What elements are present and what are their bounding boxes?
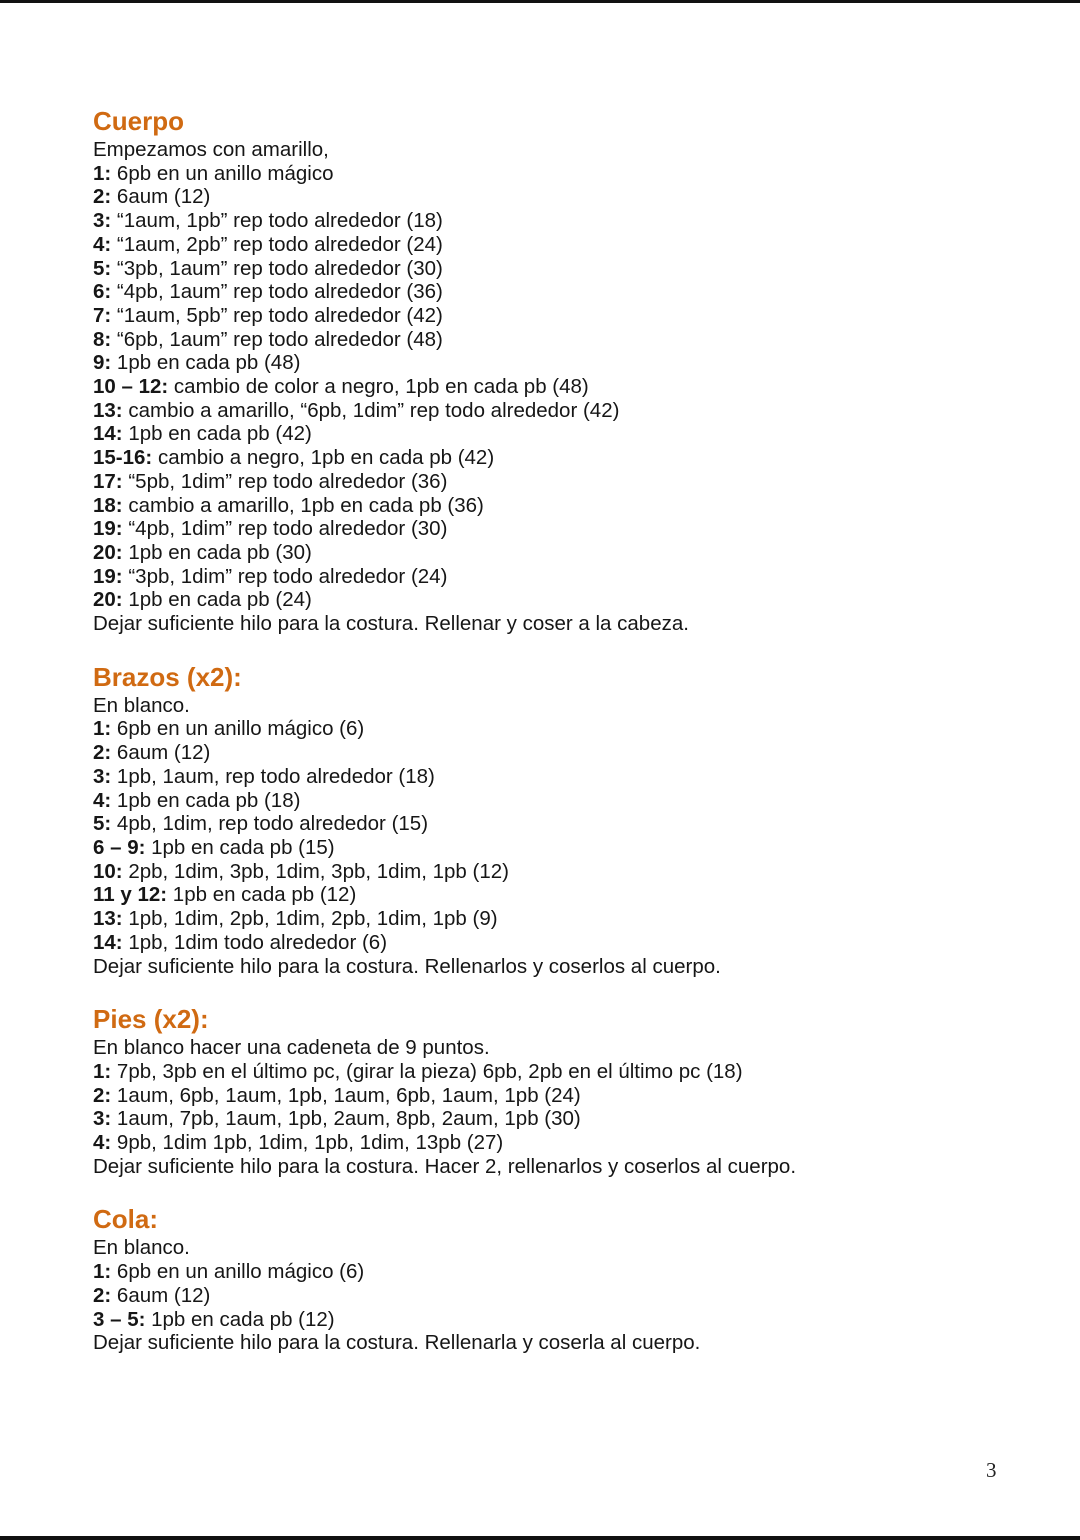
pattern-step [93, 741, 1033, 765]
pattern-step [93, 257, 1033, 281]
step-number: 10 – 12: [93, 375, 169, 399]
step-text: “1aum, 2pb” rep todo alrededor (24) [111, 232, 443, 256]
pattern-step [93, 185, 1033, 209]
step-text: 1pb en cada pb (48) [111, 351, 301, 375]
instruction-text [93, 1155, 1033, 1179]
step-number: 5: [93, 256, 112, 280]
step-number: 3: [93, 1107, 112, 1131]
step-number: 13: [93, 398, 123, 422]
pattern-step [93, 1260, 1033, 1284]
step-text: “4pb, 1aum” rep todo alrededor (36) [111, 280, 443, 304]
document-body [93, 104, 1033, 1379]
pattern-step [93, 162, 1033, 186]
step-number: 1: [93, 717, 112, 741]
instruction-text [93, 1331, 1033, 1355]
page-number: 3 [986, 1458, 997, 1482]
step-text: 1pb en cada pb (30) [122, 540, 312, 564]
step-text: “1aum, 5pb” rep todo alrededor (42) [111, 303, 443, 327]
step-text: “5pb, 1dim” rep todo alrededor (36) [122, 469, 448, 493]
step-text: Dejar suficiente hilo para la costura. Hacer 2, rellenarlos y coserlos al cuerpo. [93, 1154, 797, 1178]
step-number: 3 – 5: [93, 1307, 146, 1331]
pattern-step [93, 1084, 1033, 1108]
step-text: 1pb en cada pb (12) [145, 1307, 335, 1331]
section-title: Pies (x2): [93, 1004, 209, 1035]
step-number: 2: [93, 1083, 112, 1107]
step-number: 2: [93, 1283, 112, 1307]
step-text: 1pb en cada pb (18) [111, 788, 301, 812]
pattern-step [93, 812, 1033, 836]
pattern-step [93, 588, 1033, 612]
section-title: Cola: [93, 1204, 158, 1235]
step-number: 20: [93, 540, 123, 564]
step-number: 10: [93, 859, 123, 883]
pattern-step [93, 375, 1033, 399]
step-text: “1aum, 1pb” rep todo alrededor (18) [111, 209, 443, 233]
pattern-step [93, 209, 1033, 233]
pattern-step [93, 907, 1033, 931]
step-text: Dejar suficiente hilo para la costura. Rellenar y coser a la cabeza. [93, 612, 689, 636]
step-text: 6pb en un anillo mágico [111, 161, 334, 185]
pattern-step [93, 1284, 1033, 1308]
step-number: 1: [93, 1260, 112, 1284]
pattern-step [93, 565, 1033, 589]
step-text: Dejar suficiente hilo para la costura. Rellenarla y coserla al cuerpo. [93, 1331, 701, 1355]
step-number: 9: [93, 351, 112, 375]
pattern-step [93, 765, 1033, 789]
step-text: cambio a amarillo, “6pb, 1dim” rep todo alrededor (42) [122, 398, 620, 422]
step-text: cambio a negro, 1pb en cada pb (42) [152, 446, 495, 470]
step-text: Dejar suficiente hilo para la costura. Rellenarlos y coserlos al cuerpo. [93, 954, 721, 978]
pattern-step [93, 1308, 1033, 1332]
step-text: 2pb, 1dim, 3pb, 1dim, 3pb, 1dim, 1pb (12) [122, 859, 509, 883]
instruction-text [93, 612, 1033, 636]
step-text: “6pb, 1aum” rep todo alrededor (48) [111, 327, 443, 351]
pattern-step [93, 517, 1033, 541]
step-number: 2: [93, 185, 112, 209]
step-text: 1pb en cada pb (42) [122, 422, 312, 446]
step-text: En blanco. [93, 1236, 190, 1260]
step-number: 17: [93, 469, 123, 493]
step-text: 1pb, 1aum, rep todo alrededor (18) [111, 764, 435, 788]
step-text: 4pb, 1dim, rep todo alrededor (15) [111, 812, 429, 836]
step-text: 6aum (12) [111, 741, 211, 765]
step-number: 14: [93, 930, 123, 954]
step-text: 6aum (12) [111, 185, 211, 209]
step-text: 9pb, 1dim 1pb, 1dim, 1pb, 1dim, 13pb (27) [111, 1131, 504, 1155]
step-text: 1pb en cada pb (12) [167, 883, 357, 907]
step-number: 4: [93, 788, 112, 812]
step-text: 6pb en un anillo mágico (6) [111, 1260, 365, 1284]
pattern-section [93, 104, 1033, 636]
section-title: Cuerpo [93, 106, 184, 136]
pattern-step [93, 351, 1033, 375]
pattern-step [93, 422, 1033, 446]
instruction-text [93, 955, 1033, 979]
step-number: 1: [93, 161, 112, 185]
pattern-step [93, 280, 1033, 304]
step-number: 3: [93, 764, 112, 788]
top-border [0, 0, 1080, 3]
step-number: 1: [93, 1059, 112, 1083]
pattern-step [93, 470, 1033, 494]
step-number: 4: [93, 232, 112, 256]
pattern-step [93, 494, 1033, 518]
pattern-step [93, 541, 1033, 565]
step-text: 1pb, 1dim todo alrededor (6) [122, 930, 388, 954]
pattern-step [93, 883, 1033, 907]
instruction-text [93, 138, 1033, 162]
step-number: 13: [93, 907, 123, 931]
pattern-step [93, 1131, 1033, 1155]
step-number: 5: [93, 812, 112, 836]
pattern-step [93, 233, 1033, 257]
step-text: cambio de color a negro, 1pb en cada pb (48) [168, 375, 589, 399]
pattern-step [93, 1107, 1033, 1131]
step-text: “4pb, 1dim” rep todo alrededor (30) [122, 517, 448, 541]
step-text: 6pb en un anillo mágico (6) [111, 717, 365, 741]
pattern-section [93, 1002, 1033, 1178]
instruction-text [93, 694, 1033, 718]
step-number: 15-16: [93, 446, 153, 470]
step-number: 19: [93, 564, 123, 588]
step-number: 6 – 9: [93, 835, 146, 859]
step-text: “3pb, 1dim” rep todo alrededor (24) [122, 564, 448, 588]
step-text: 1aum, 6pb, 1aum, 1pb, 1aum, 6pb, 1aum, 1pb (24) [111, 1083, 581, 1107]
pattern-step [93, 446, 1033, 470]
step-number: 14: [93, 422, 123, 446]
pattern-step [93, 304, 1033, 328]
step-text: En blanco hacer una cadeneta de 9 puntos. [93, 1036, 490, 1060]
pattern-step [93, 399, 1033, 423]
section-title: Brazos (x2): [93, 661, 242, 692]
step-number: 6: [93, 280, 112, 304]
instruction-text [93, 1036, 1033, 1060]
step-number: 4: [93, 1131, 112, 1155]
pattern-step [93, 328, 1033, 352]
pattern-step [93, 1060, 1033, 1084]
step-text: cambio a amarillo, 1pb en cada pb (36) [122, 493, 484, 517]
step-text: 1pb en cada pb (15) [145, 835, 335, 859]
step-text: 7pb, 3pb en el último pc, (girar la pieza) 6pb, 2pb en el último pc (18) [111, 1059, 743, 1083]
step-number: 11 y 12: [93, 883, 168, 907]
step-number: 3: [93, 209, 112, 233]
step-text: 1pb en cada pb (24) [122, 588, 312, 612]
pattern-step [93, 836, 1033, 860]
pattern-section [93, 660, 1033, 978]
pattern-step [93, 860, 1033, 884]
step-text: “3pb, 1aum” rep todo alrededor (30) [111, 256, 443, 280]
bottom-border [0, 1536, 1080, 1540]
step-number: 18: [93, 493, 123, 517]
instruction-text [93, 1236, 1033, 1260]
pattern-section [93, 1202, 1033, 1355]
step-text: 6aum (12) [111, 1283, 211, 1307]
step-text: Empezamos con amarillo, [93, 138, 329, 161]
step-text: En blanco. [93, 693, 190, 717]
step-number: 8: [93, 327, 112, 351]
step-number: 19: [93, 517, 123, 541]
step-text: 1pb, 1dim, 2pb, 1dim, 2pb, 1dim, 1pb (9) [122, 907, 498, 931]
step-text: 1aum, 7pb, 1aum, 1pb, 2aum, 8pb, 2aum, 1pb (30) [111, 1107, 581, 1131]
step-number: 2: [93, 741, 112, 765]
pattern-step [93, 789, 1033, 813]
pattern-step [93, 717, 1033, 741]
step-number: 20: [93, 588, 123, 612]
pattern-step [93, 931, 1033, 955]
step-number: 7: [93, 303, 112, 327]
